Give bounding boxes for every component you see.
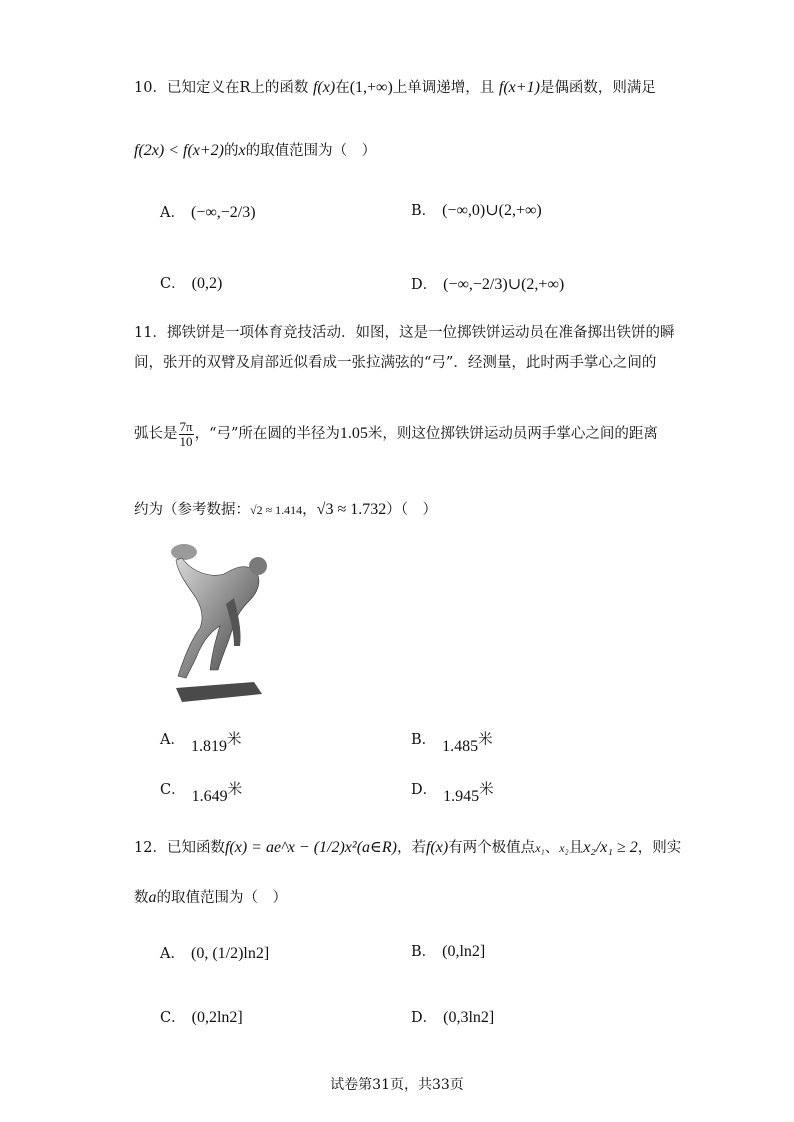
q10-inequality: f(2x) < f(x+2)	[134, 142, 224, 159]
q11-reference-sqrt2: √2 ≈ 1.414	[250, 503, 303, 517]
q12-ratio: x₂/x₁ ≥ 2	[583, 839, 638, 856]
q10-line-2: f(2x) < f(x+2)的x的取值范围为（ ）	[134, 142, 377, 159]
q11-line-1: 11．掷铁饼是一项体育竞技活动．如图，这是一位掷铁饼运动员在准备掷出铁饼的瞬	[134, 325, 675, 341]
q11-arc-length: $\frac{7\pi}{10}$	[179, 419, 193, 449]
discus-thrower-figure	[162, 538, 280, 706]
q11-option-a: A． 1.819米	[160, 732, 242, 755]
q10-option-c-value: (0,2)	[191, 275, 223, 292]
q11-line-3: 弧长是 $\frac{7\pi}{10}$ ，“弓”所在圆的半径为1.05米，则这位掷铁饼运动员两手掌心之间的距离	[134, 419, 658, 449]
q12-line-2: 数a的取值范围为（ ）	[134, 889, 287, 906]
q12-option-d: D． (0,3ln2]	[411, 1009, 495, 1026]
q12-option-b: B． (0,ln2]	[411, 943, 486, 960]
page-footer: 试卷第31页，共33页	[330, 1077, 464, 1093]
q10-line-1: 10．已知定义在R上的函数 f(x)在(1,+∞)上单调递增，且 f(x+1)是偶函数，则满足	[134, 79, 656, 96]
q12-option-d-value: (0,3ln2]	[443, 1009, 495, 1026]
q11-reference-sqrt3: √3 ≈ 1.732	[316, 501, 387, 518]
q11-option-a-value: 1.819	[190, 738, 227, 755]
q10-function: f(x)	[312, 79, 336, 96]
q12-function: f(x) = ae^x − (1/2)x²(a∈R)	[224, 839, 397, 856]
q11-option-c: C． 1.649米	[160, 782, 243, 805]
q10-interval: (1,+∞)	[349, 79, 393, 96]
q11-option-b-value: 1.485	[442, 738, 479, 755]
q10-shifted-function: f(x+1)	[498, 79, 540, 96]
q11-line-2: 间，张开的双臂及肩部近似看成一张拉满弦的“弓”．经测量，此时两手掌心之间的	[134, 355, 657, 371]
statue-body	[176, 558, 259, 678]
discus-shape	[171, 544, 197, 560]
q12-option-c-value: (0,2ln2]	[191, 1009, 243, 1026]
q12-option-a: A． (0, (1/2)ln2]	[160, 945, 270, 962]
q10-option-b-value: (−∞,0)∪(2,+∞)	[442, 202, 542, 219]
q12-line-1: 12．已知函数f(x) = ae^x − (1/2)x²(a∈R)，若f(x)有两个极值点x₁、x₂且x₂/x₁ ≥ 2，则实	[134, 839, 682, 856]
q12-option-a-value: (0, (1/2)ln2]	[190, 945, 270, 962]
q12-option-b-value: (0,ln2]	[442, 943, 486, 960]
q12-option-c: C． (0,2ln2]	[160, 1009, 243, 1026]
q10-option-c: C． (0,2)	[160, 275, 223, 292]
q11-radius: 1.05	[339, 425, 368, 443]
q11-option-c-value: 1.649	[191, 788, 228, 805]
q11-option-d-value: 1.945	[443, 788, 480, 805]
q11-option-d: D． 1.945米	[411, 782, 494, 805]
statue-head	[249, 557, 267, 575]
statue-base	[176, 682, 262, 702]
q10-option-a-value: (−∞,−2/3)	[190, 204, 256, 221]
q11-line-4: 约为（参考数据：√2 ≈ 1.414，√3 ≈ 1.732）（ ）	[134, 501, 437, 518]
q10-option-d-value: (−∞,−2/3)∪(2,+∞)	[443, 276, 565, 293]
q11-option-b: B． 1.485米	[411, 732, 493, 755]
q10-option-d: D． (−∞,−2/3)∪(2,+∞)	[411, 276, 565, 293]
q10-option-b: B． (−∞,0)∪(2,+∞)	[411, 202, 542, 219]
q10-option-a: A． (−∞,−2/3)	[160, 204, 256, 221]
q10-number: 10．	[134, 80, 167, 96]
